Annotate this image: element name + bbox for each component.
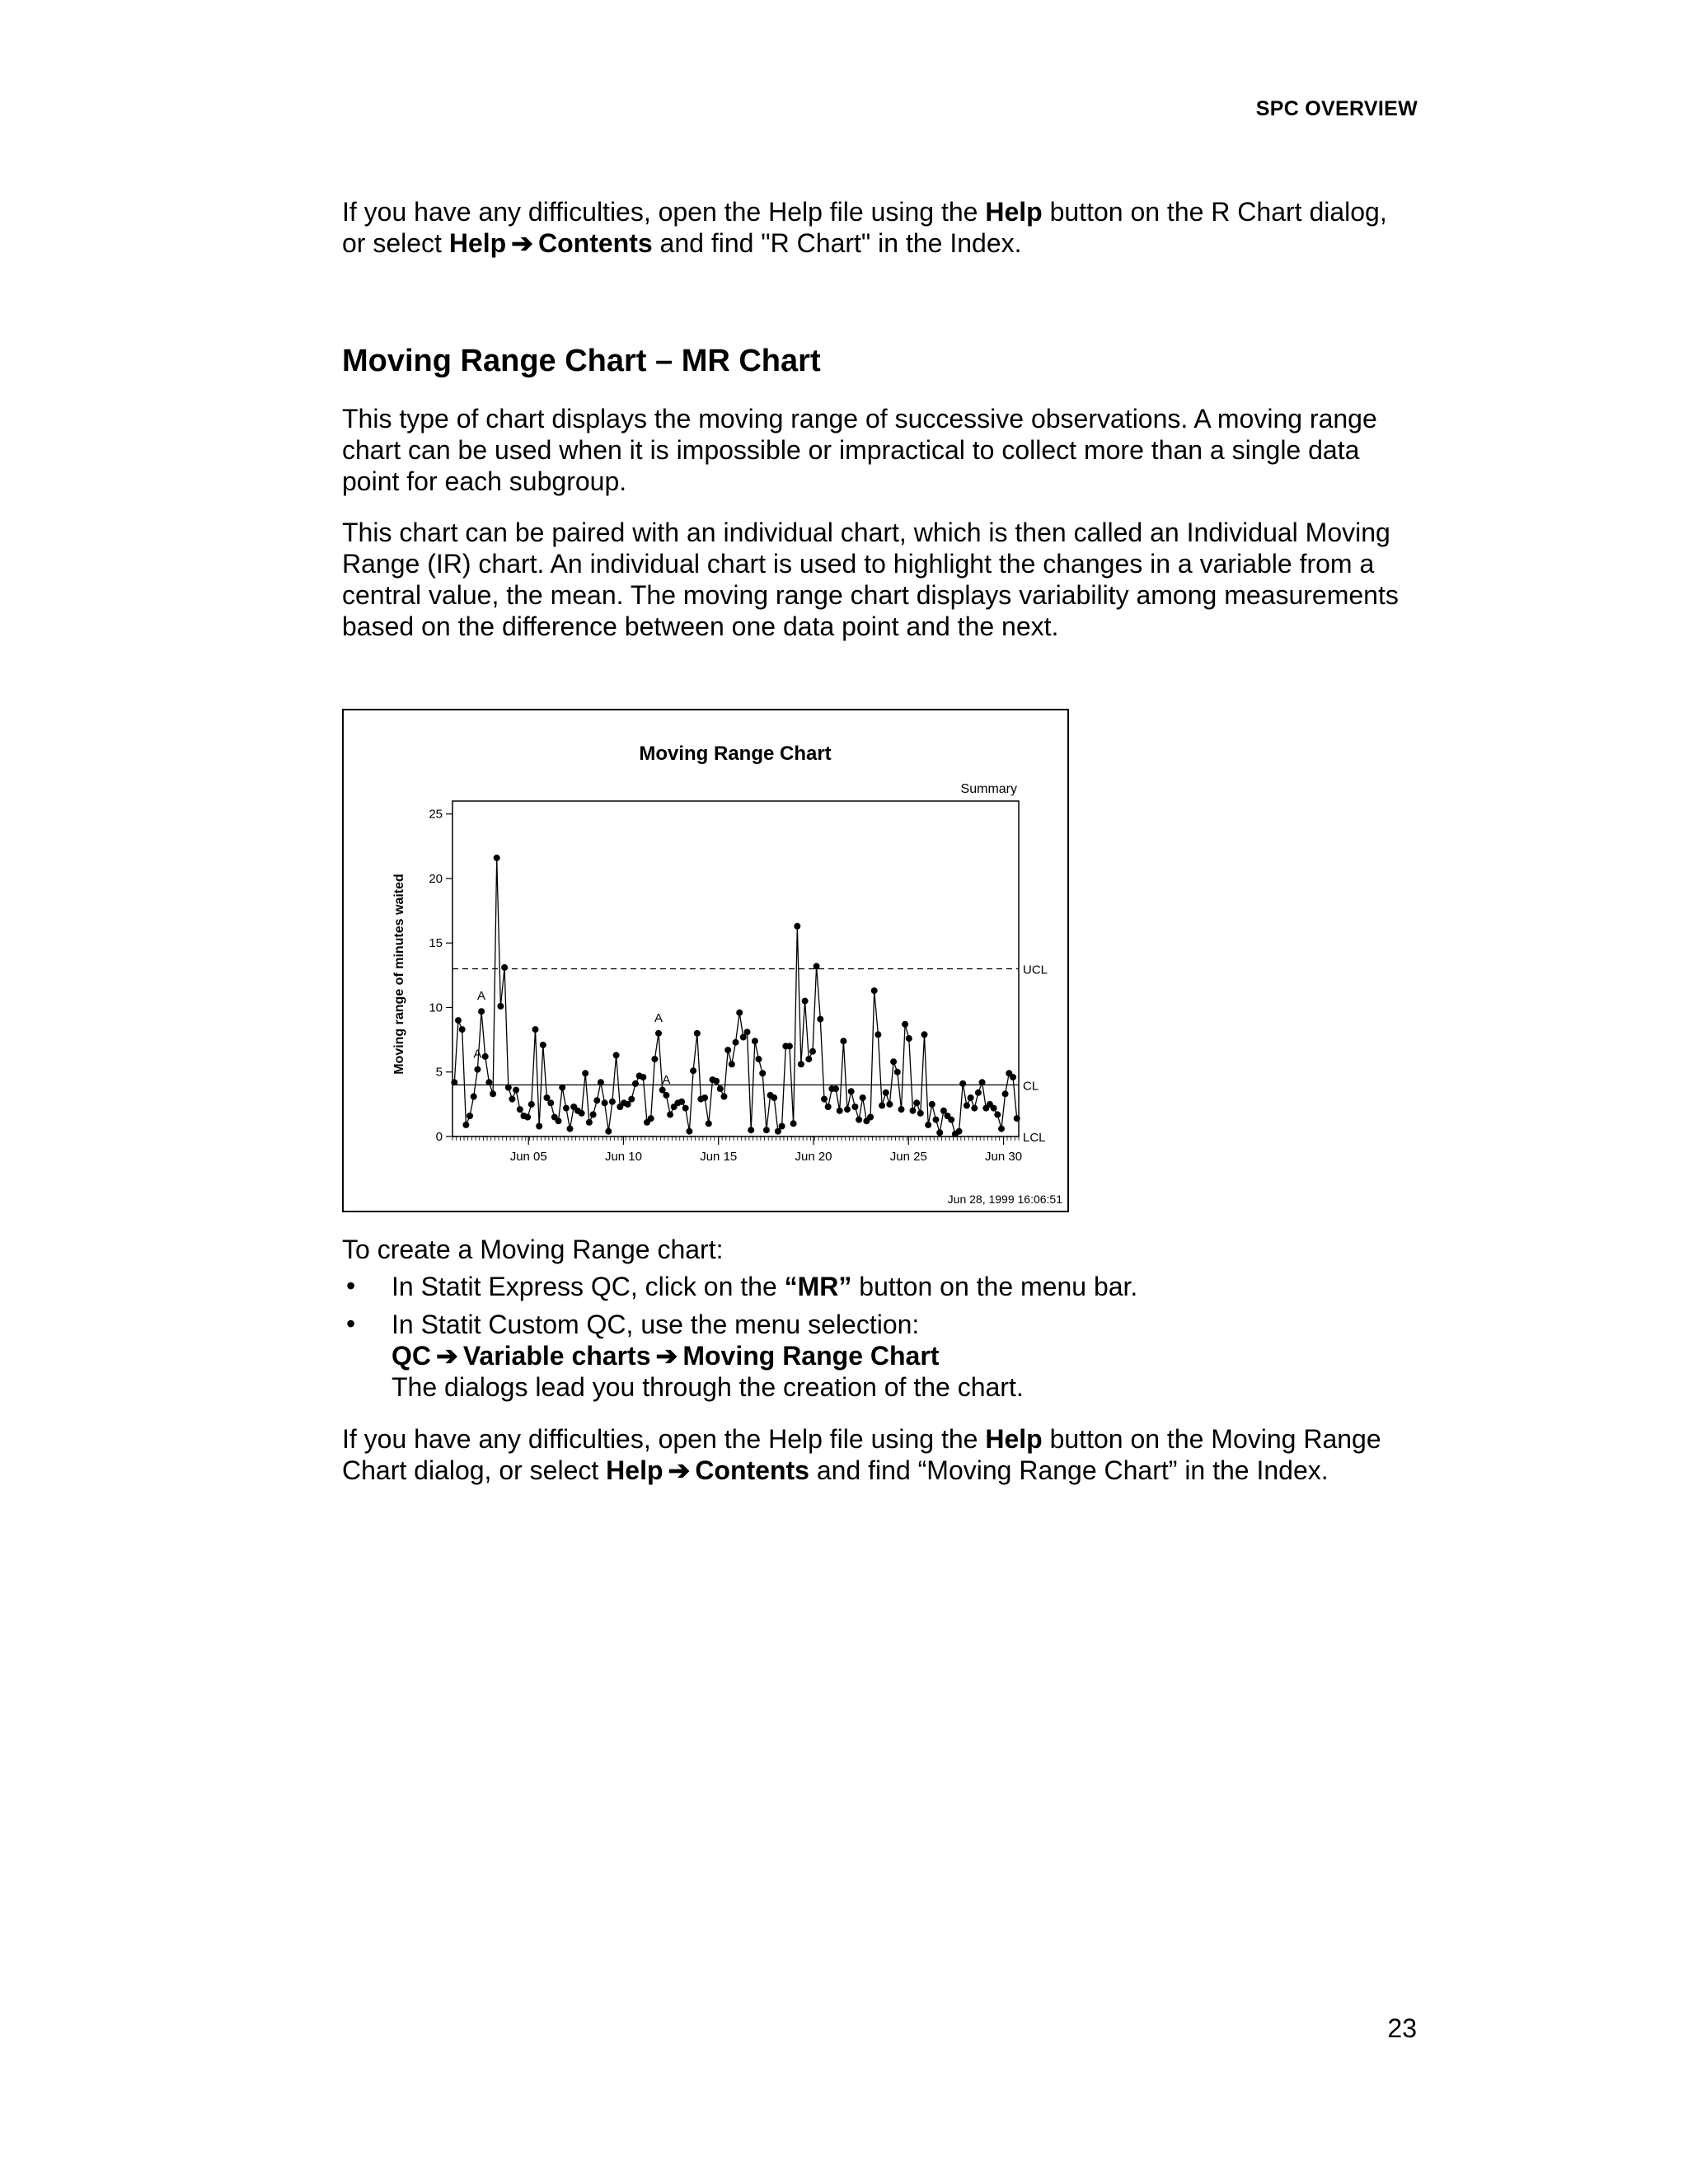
data-point: [798, 1061, 804, 1067]
chart-timestamp: Jun 28, 1999 16:06:51: [947, 1193, 1062, 1206]
data-point: [837, 1108, 843, 1114]
closing-paragraph: [342, 1423, 1422, 1486]
data-point: [883, 1090, 889, 1096]
data-point: [786, 1043, 793, 1049]
help-term-2: Help: [448, 228, 507, 258]
data-point: [582, 1070, 588, 1076]
data-point: [590, 1111, 597, 1118]
data-point: [744, 1029, 751, 1035]
data-point: [667, 1111, 673, 1118]
data-point: [959, 1080, 966, 1087]
data-point: [632, 1080, 639, 1087]
paragraph-1-text: This type of chart displays the moving range of successive observations. A moving range chart can be used when it is impossible or impractical to collect more than a single data point for each subgroup.: [342, 404, 1377, 496]
contents-term: Contents: [695, 1455, 809, 1485]
data-point: [474, 1066, 481, 1073]
data-point: [579, 1110, 585, 1117]
data-point: [593, 1097, 600, 1104]
menu-path-qc: QC: [392, 1341, 431, 1371]
data-point: [991, 1105, 997, 1112]
data-point: [721, 1094, 728, 1100]
y-axis-label: Moving range of minutes waited: [392, 874, 406, 1075]
data-point: [494, 855, 500, 861]
data-point: [467, 1113, 473, 1119]
data-point: [748, 1127, 754, 1133]
data-point: [948, 1117, 954, 1123]
data-point: [701, 1094, 708, 1101]
x-tick-label: Jun 30: [985, 1150, 1023, 1164]
data-point: [485, 1079, 492, 1085]
data-point: [724, 1047, 731, 1053]
data-point: [586, 1119, 593, 1126]
data-point: [968, 1094, 974, 1101]
data-point: [794, 923, 800, 930]
out-of-control-flag: A: [662, 1072, 671, 1087]
data-point: [532, 1026, 539, 1033]
chart-plot-layer: [429, 801, 1048, 1164]
data-point: [501, 964, 508, 971]
paragraph-1: [342, 403, 1422, 497]
intro-text-2: button on the R Chart dialog,: [1042, 197, 1387, 227]
data-point: [706, 1120, 712, 1127]
x-tick-label: Jun 15: [700, 1150, 738, 1164]
data-point: [559, 1085, 565, 1091]
chart-title: Moving Range Chart: [639, 743, 832, 765]
data-point: [898, 1106, 905, 1113]
help-term: Help: [985, 197, 1043, 227]
y-tick-label: 5: [435, 1065, 443, 1080]
bullet-2-line-1: In Statit Custom QC, use the menu selection:: [392, 1310, 920, 1339]
data-point: [802, 998, 809, 1005]
instructions: [342, 1234, 1422, 1403]
data-point: [752, 1038, 758, 1044]
paragraph-2-text: This chart can be paired with an individual chart, which is then called an Individual Moving Range (IR) chart. An individual chart is used to highlight the changes in a variable from a central value, the mean. The moving range chart displays variability among measurements based on the difference between one data point and the next.: [342, 518, 1399, 641]
x-tick-label: Jun 25: [889, 1150, 927, 1164]
y-tick-label: 25: [429, 807, 443, 822]
data-point: [925, 1122, 931, 1128]
list-item: [342, 1271, 1422, 1302]
data-point: [929, 1101, 935, 1108]
data-point: [602, 1099, 608, 1106]
data-point: [936, 1129, 943, 1136]
closing-text-1: If you have any difficulties, open the Help file using the: [342, 1424, 986, 1454]
data-point: [536, 1123, 542, 1130]
intro-text-1: If you have any difficulties, open the Help file using the: [342, 197, 986, 227]
mr-button-term: “MR”: [784, 1272, 852, 1301]
bullet-1-text-1: In Statit Express QC, click on the: [392, 1272, 785, 1301]
data-point: [956, 1128, 963, 1135]
data-point: [462, 1122, 469, 1128]
data-point: [528, 1101, 535, 1108]
chart-subtitle: Summary: [960, 782, 1017, 796]
y-tick-label: 0: [435, 1130, 443, 1144]
control-limit-label: CL: [1023, 1079, 1039, 1094]
data-point: [694, 1030, 701, 1037]
x-tick-label: Jun 10: [604, 1150, 643, 1164]
data-point: [979, 1079, 986, 1085]
moving-range-chart: [344, 710, 1067, 1211]
data-point: [540, 1042, 546, 1048]
data-point: [825, 1104, 832, 1110]
data-point: [994, 1111, 1001, 1118]
data-point: [971, 1105, 978, 1112]
data-point: [663, 1092, 669, 1099]
bullet-1-text-2: button on the menu bar.: [851, 1272, 1138, 1301]
bullet-icon: •: [346, 1271, 356, 1301]
closing-text-2: button on the Moving Range: [1042, 1424, 1381, 1454]
help-term-2: Help: [606, 1455, 663, 1485]
control-limit-label: LCL: [1023, 1131, 1046, 1145]
data-point: [482, 1053, 489, 1060]
data-point: [451, 1079, 457, 1085]
data-point: [910, 1108, 917, 1114]
data-point: [771, 1094, 777, 1101]
menu-path-variable-charts: Variable charts: [462, 1341, 651, 1371]
control-limit-label: UCL: [1023, 963, 1048, 977]
intro-paragraph: [342, 196, 1422, 259]
data-point: [490, 1090, 496, 1097]
data-point: [851, 1104, 858, 1110]
data-point: [756, 1056, 762, 1062]
data-point: [906, 1035, 912, 1042]
data-point: [917, 1110, 924, 1117]
data-point: [809, 1048, 816, 1055]
data-point: [690, 1067, 696, 1074]
x-tick-label: Jun 05: [509, 1150, 547, 1164]
data-point: [998, 1126, 1005, 1132]
arrow-icon: ➔: [668, 1455, 691, 1485]
data-point: [964, 1102, 970, 1108]
data-point: [648, 1115, 654, 1122]
data-point: [1010, 1074, 1016, 1080]
data-point: [455, 1017, 462, 1024]
data-point: [894, 1069, 901, 1076]
bullet-2-line-3: The dialogs lead you through the creation of the chart.: [392, 1372, 1024, 1402]
data-point: [759, 1070, 766, 1076]
bullet-icon: •: [346, 1309, 356, 1338]
intro-text-4: and find "R Chart" in the Index.: [652, 228, 1022, 258]
data-point: [613, 1052, 620, 1058]
series-line: [454, 858, 1016, 1134]
data-point: [933, 1117, 940, 1123]
data-point: [779, 1123, 785, 1130]
data-point: [913, 1099, 920, 1106]
data-point: [563, 1105, 570, 1112]
data-point: [902, 1021, 908, 1028]
data-point: [478, 1008, 485, 1015]
data-point: [598, 1079, 604, 1085]
section-heading: [342, 343, 1422, 379]
data-point: [655, 1030, 662, 1037]
data-point: [1002, 1090, 1009, 1097]
help-term: Help: [985, 1424, 1043, 1454]
out-of-control-flag: A: [473, 1047, 482, 1062]
closing-text-4: and find “Moving Range Chart” in the Index.: [809, 1455, 1329, 1485]
contents-term: Contents: [537, 228, 653, 258]
data-point: [790, 1120, 797, 1127]
data-point: [713, 1078, 720, 1085]
data-point: [763, 1127, 770, 1133]
instructions-intro: To create a Moving Range chart:: [342, 1235, 724, 1264]
y-tick-label: 10: [429, 1001, 443, 1015]
arrow-icon: ➔: [511, 228, 533, 258]
data-point: [513, 1087, 519, 1094]
data-point: [817, 1016, 823, 1023]
list-item: [342, 1309, 1422, 1403]
data-point: [921, 1031, 928, 1038]
data-point: [517, 1106, 523, 1113]
y-tick-label: 20: [429, 871, 443, 886]
data-point: [509, 1096, 515, 1103]
data-point: [886, 1101, 893, 1108]
data-point: [628, 1096, 635, 1103]
data-point: [497, 1003, 504, 1010]
out-of-control-flag: A: [477, 989, 486, 1004]
data-point: [871, 987, 878, 994]
data-point: [733, 1039, 739, 1046]
data-point: [682, 1105, 689, 1112]
data-point: [848, 1088, 855, 1094]
data-point: [856, 1117, 862, 1123]
data-point: [890, 1058, 897, 1065]
data-point: [471, 1094, 477, 1100]
x-tick-label: Jun 20: [795, 1150, 832, 1164]
intro-text-3: or select: [342, 228, 449, 258]
data-point: [640, 1074, 646, 1080]
data-point: [844, 1106, 851, 1113]
data-point: [1014, 1115, 1020, 1122]
data-point: [717, 1085, 724, 1092]
data-point: [505, 1085, 512, 1091]
data-point: [867, 1114, 874, 1121]
out-of-control-flag: A: [654, 1010, 663, 1025]
data-point: [805, 1056, 812, 1062]
y-tick-label: 15: [429, 936, 443, 951]
data-point: [821, 1096, 828, 1103]
data-point: [609, 1099, 616, 1105]
data-point: [814, 963, 820, 969]
arrow-icon: ➔: [655, 1341, 678, 1371]
section-title: Moving Range Chart – MR Chart: [342, 344, 821, 378]
data-point: [524, 1114, 531, 1121]
data-point: [459, 1026, 466, 1033]
data-point: [736, 1010, 743, 1016]
menu-path-moving-range-chart: Moving Range Chart: [682, 1341, 940, 1371]
data-point: [686, 1128, 692, 1135]
data-point: [860, 1094, 866, 1101]
data-point: [879, 1102, 885, 1108]
data-point: [840, 1038, 846, 1044]
data-point: [729, 1061, 735, 1067]
data-point: [874, 1031, 881, 1038]
data-point: [975, 1090, 982, 1096]
data-point: [605, 1128, 612, 1135]
closing-text-3: Chart dialog, or select: [342, 1455, 607, 1485]
data-point: [547, 1099, 554, 1106]
page-number: 23: [1387, 2013, 1417, 2043]
moving-range-chart-figure: [342, 709, 1069, 1212]
running-header: SPC OVERVIEW: [1255, 97, 1418, 120]
data-point: [832, 1085, 839, 1092]
arrow-icon: ➔: [436, 1341, 458, 1371]
paragraph-2: [342, 517, 1422, 642]
data-point: [567, 1126, 574, 1132]
data-point: [556, 1118, 562, 1124]
data-point: [651, 1056, 658, 1062]
data-point: [678, 1099, 685, 1105]
